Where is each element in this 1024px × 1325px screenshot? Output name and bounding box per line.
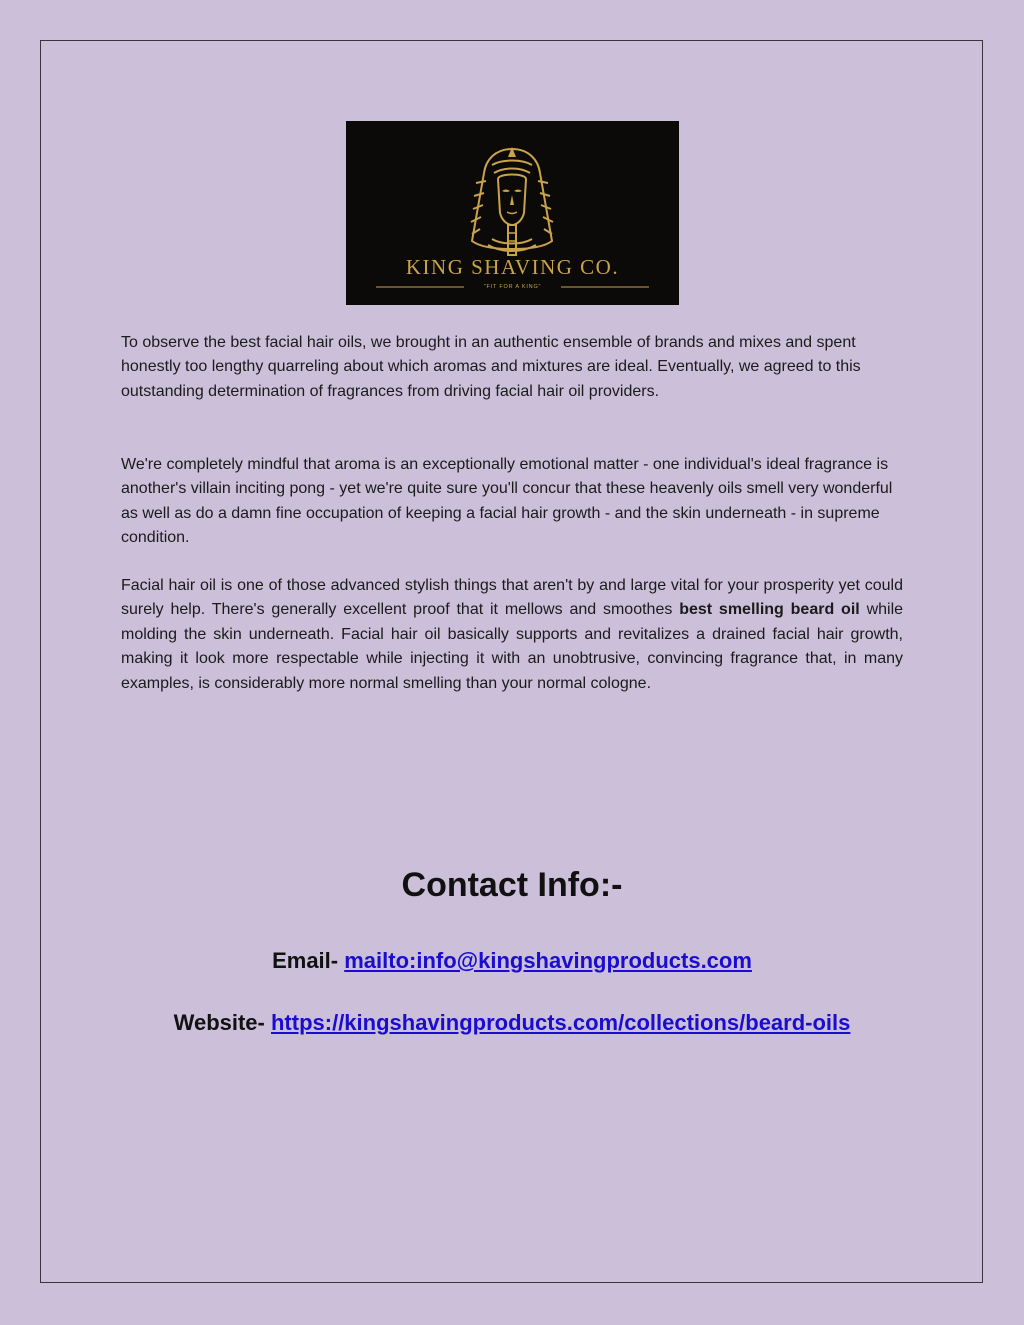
website-label: Website- — [173, 1010, 271, 1035]
website-line — [0, 1010, 1024, 1036]
email-label: Email- — [272, 948, 345, 973]
contact-heading: Contact Info:- — [401, 866, 623, 904]
paragraph-aroma: We're completely mindful that aroma is an exceptionally emotional matter - one individual's ideal fragrance is another's villain inciting pong - yet we're quite sure you'll concur that these heavenly oils smell very wonderful as well as do a damn fine occupation of keeping a facial hair growth - and the skin underneath - in supreme condition. — [121, 456, 893, 547]
email-link[interactable]: mailto:info@kingshavingproducts.com — [344, 948, 752, 973]
paragraph-benefits — [121, 574, 903, 696]
website-link[interactable]: https://kingshavingproducts.com/collections/beard-oils — [270, 1010, 851, 1035]
paragraph-benefits-end: while molding the skin underneath. Facial hair oil basically supports and revitalizes a drained facial hair growth, making it look more respectable while injecting it with an unobtrusive, convincing fragrance that, in many examples, is considerably more normal smelling than your normal cologne. — [121, 601, 904, 692]
paragraph-intro: To observe the best facial hair oils, we brought in an authentic ensemble of brands and mixes and spent honestly too lengthy quarreling about which aromas and mixtures are ideal. Eventually, we agreed to this outstanding determination of fragrances from driving facial hair oil providers. — [121, 334, 861, 400]
email-line — [0, 948, 1024, 974]
logo-tagline: "FIT FOR A KING" — [483, 284, 542, 290]
keyword-bold: best smelling beard oil — [679, 601, 860, 619]
logo-brand-name: KING SHAVING CO. — [405, 255, 620, 279]
paragraph-benefits-start: Facial hair oil is one of those advanced stylish things that aren't by and large vital for your prosperity yet could surely help. There's generally excellent proof that it mellows and smoothes — [121, 577, 903, 619]
brand-logo — [346, 121, 679, 305]
